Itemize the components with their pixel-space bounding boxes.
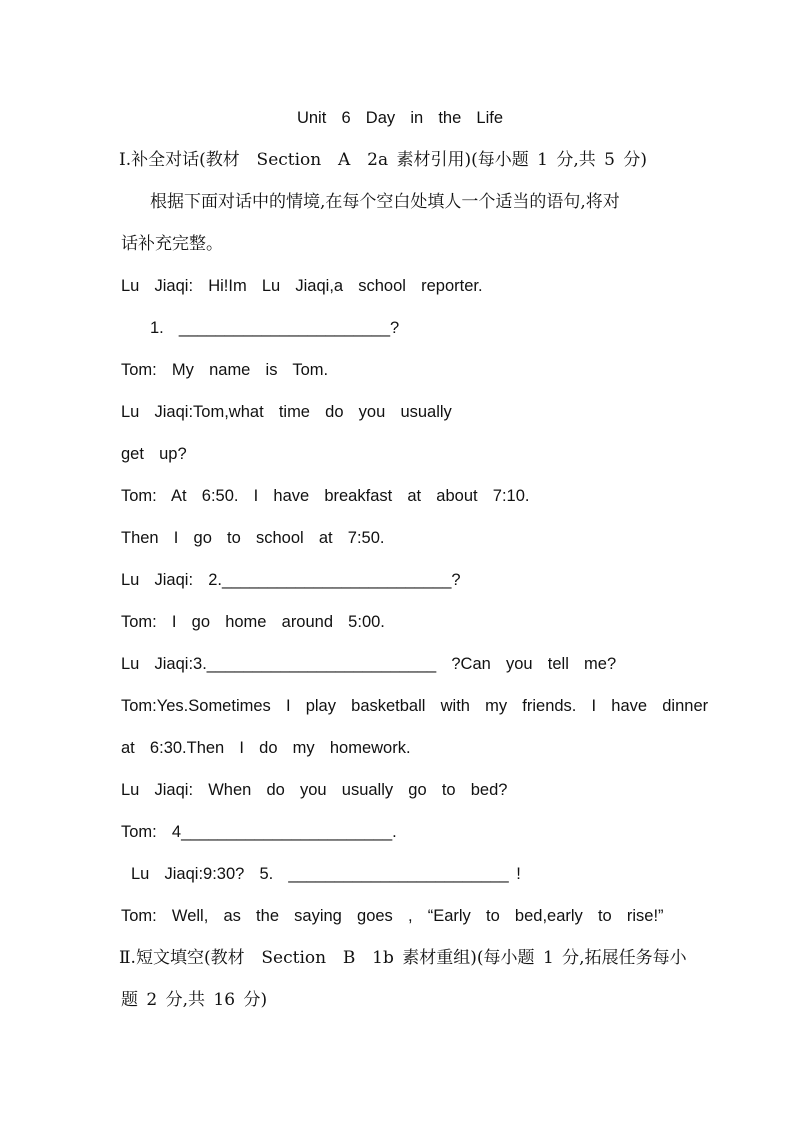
section-2-heading: Ⅱ.短文填空(教材 Section B 1b 素材重组)(每小题 1 分,拓展任务每小 <box>119 948 687 968</box>
blank-3: Lu Jiaqi:3._________________________ ?Can you tell me? <box>121 655 617 673</box>
dialogue-line: Tom: I go home around 5:00. <box>121 613 385 631</box>
section-1-heading: Ⅰ.补全对话(教材 Section A 2a 素材引用)(每小题 1 分,共 5 分) <box>119 150 648 170</box>
section-1-instruction: 根据下面对话中的情境,在每个空白处填人一个适当的语句,将对 <box>150 192 620 212</box>
blank-4: Tom: 4_______________________. <box>121 823 397 841</box>
dialogue-line: Lu Jiaqi: Hi!Im Lu Jiaqi,a school reporter. <box>121 277 483 295</box>
section-1-instruction-cont: 话补充完整。 <box>121 234 223 254</box>
dialogue-line: Lu Jiaqi: When do you usually go to bed? <box>121 781 508 799</box>
dialogue-line: Tom:Yes.Sometimes I play basketball with my friends. I have dinner <box>121 697 709 715</box>
dialogue-line: Lu Jiaqi:Tom,what time do you usually <box>121 403 452 421</box>
dialogue-line: at 6:30.Then I do my homework. <box>121 739 411 757</box>
dialogue-line: get up? <box>121 445 187 463</box>
blank-5: Lu Jiaqi:9:30? 5. ________________________ ! <box>131 865 521 883</box>
dialogue-line: Tom: Well, as the saying goes , “Early to bed,early to rise!” <box>121 907 664 925</box>
blank-1: 1. _______________________? <box>150 319 400 337</box>
page-title: Unit 6 Day in the Life <box>296 109 504 127</box>
section-2-heading-cont: 题 2 分,共 16 分) <box>121 990 268 1010</box>
dialogue-line: Tom: My name is Tom. <box>121 361 329 379</box>
dialogue-line: Then I go to school at 7:50. <box>121 529 385 547</box>
dialogue-line: Tom: At 6:50. I have breakfast at about 7:10. <box>121 487 530 505</box>
blank-2: Lu Jiaqi: 2._________________________? <box>121 571 461 589</box>
